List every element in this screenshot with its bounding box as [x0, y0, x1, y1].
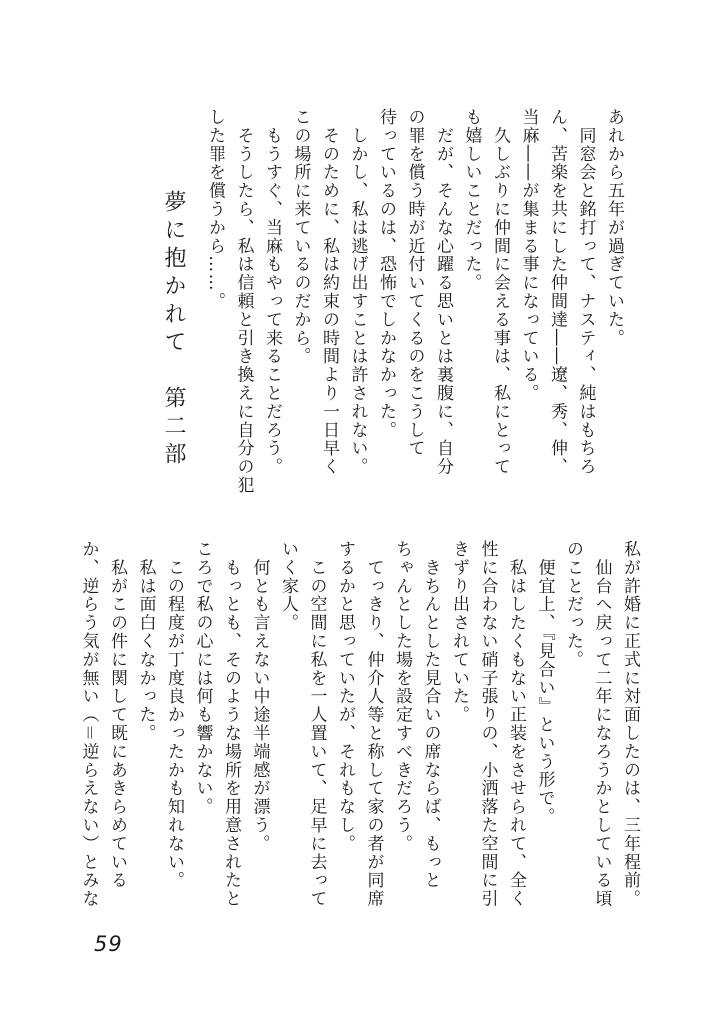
text-line: 久しぶりに仲間に会える事は、私にとって	[490, 108, 510, 476]
text-line: だが、そんな心躍る思いとは裏腹に、自分	[433, 108, 453, 476]
text-line: の罪を償う時が近付いてくるのをこうして	[404, 108, 425, 458]
text-line: ちゃんとした場を設定すべきだろう。	[392, 540, 412, 853]
text-line: この空間に私を一人置いて、足早に去って	[306, 540, 327, 908]
text-line: あれから五年が過ぎていた。	[604, 108, 624, 348]
text-line: も嬉しいことだった。	[461, 108, 482, 292]
text-line: 性に合わない硝子張りの、小洒落た空間に引	[477, 540, 498, 908]
text-line: ん、苦楽を共にした仲間達――遼、秀、伸、	[547, 108, 567, 476]
text-line: この場所に来ているのだから。	[290, 108, 311, 366]
page-number: 59	[94, 932, 123, 956]
text-line: しかし、私は逃げ出すことは許されない。	[347, 108, 368, 476]
text-line: 私は面白くなかった。	[135, 540, 156, 743]
text-line: もうすぐ、当麻もやって来ることだろう。	[262, 108, 282, 476]
text-line: 同窓会と銘打って、ナスティ、純はもちろ	[575, 108, 596, 476]
text-line: ころで私の心には何も響かない。	[192, 540, 213, 816]
text-line: のことだった。	[563, 540, 583, 669]
text-line: か、逆らう気が無い（＝逆らえない）とみな	[78, 540, 99, 908]
text-line: 仙台へ戻って二年になろうかとしている頃	[591, 540, 612, 908]
text-line: 当麻――が集まる事になっている。	[518, 108, 539, 403]
chapter-title: 夢に抱かれて 第二部	[161, 190, 186, 470]
lower-text-block	[74, 540, 644, 920]
text-line: きちんとした見合いの席ならば、もっと	[420, 540, 441, 890]
text-line: 何とも言えない中途半端感が漂う。	[249, 540, 270, 853]
upper-text-block	[201, 108, 629, 508]
text-line: 私はしたくもない正装をさせられて、全く	[506, 540, 526, 908]
text-line: 私が許婚に正式に対面したのは、三年程前。	[620, 540, 640, 908]
text-line: いく家人。	[278, 540, 298, 632]
text-line: そのために、私は約束の時間より一日早く	[319, 108, 339, 476]
text-line: するかと思っていたが、それもなし。	[335, 540, 355, 853]
text-line: てっきり、仲介人等と称して家の者が同席	[363, 540, 384, 908]
text-line: この程度が丁度良かったかも知れない。	[164, 540, 184, 890]
text-line: した罪を償うから……。	[205, 108, 225, 311]
text-line: もっとも、そのような場所を用意されたと	[221, 540, 241, 908]
text-line: そうしたら、私は信頼と引き換えに自分の犯	[233, 108, 254, 495]
text-line: きずり出されていた。	[449, 540, 469, 724]
text-line: 便宜上、『見合い』という形で。	[534, 540, 555, 826]
text-line: 私がこの件に関して既にあきらめている	[107, 540, 127, 890]
text-line: 待っているのは、恐怖でしかなかった。	[376, 108, 396, 440]
